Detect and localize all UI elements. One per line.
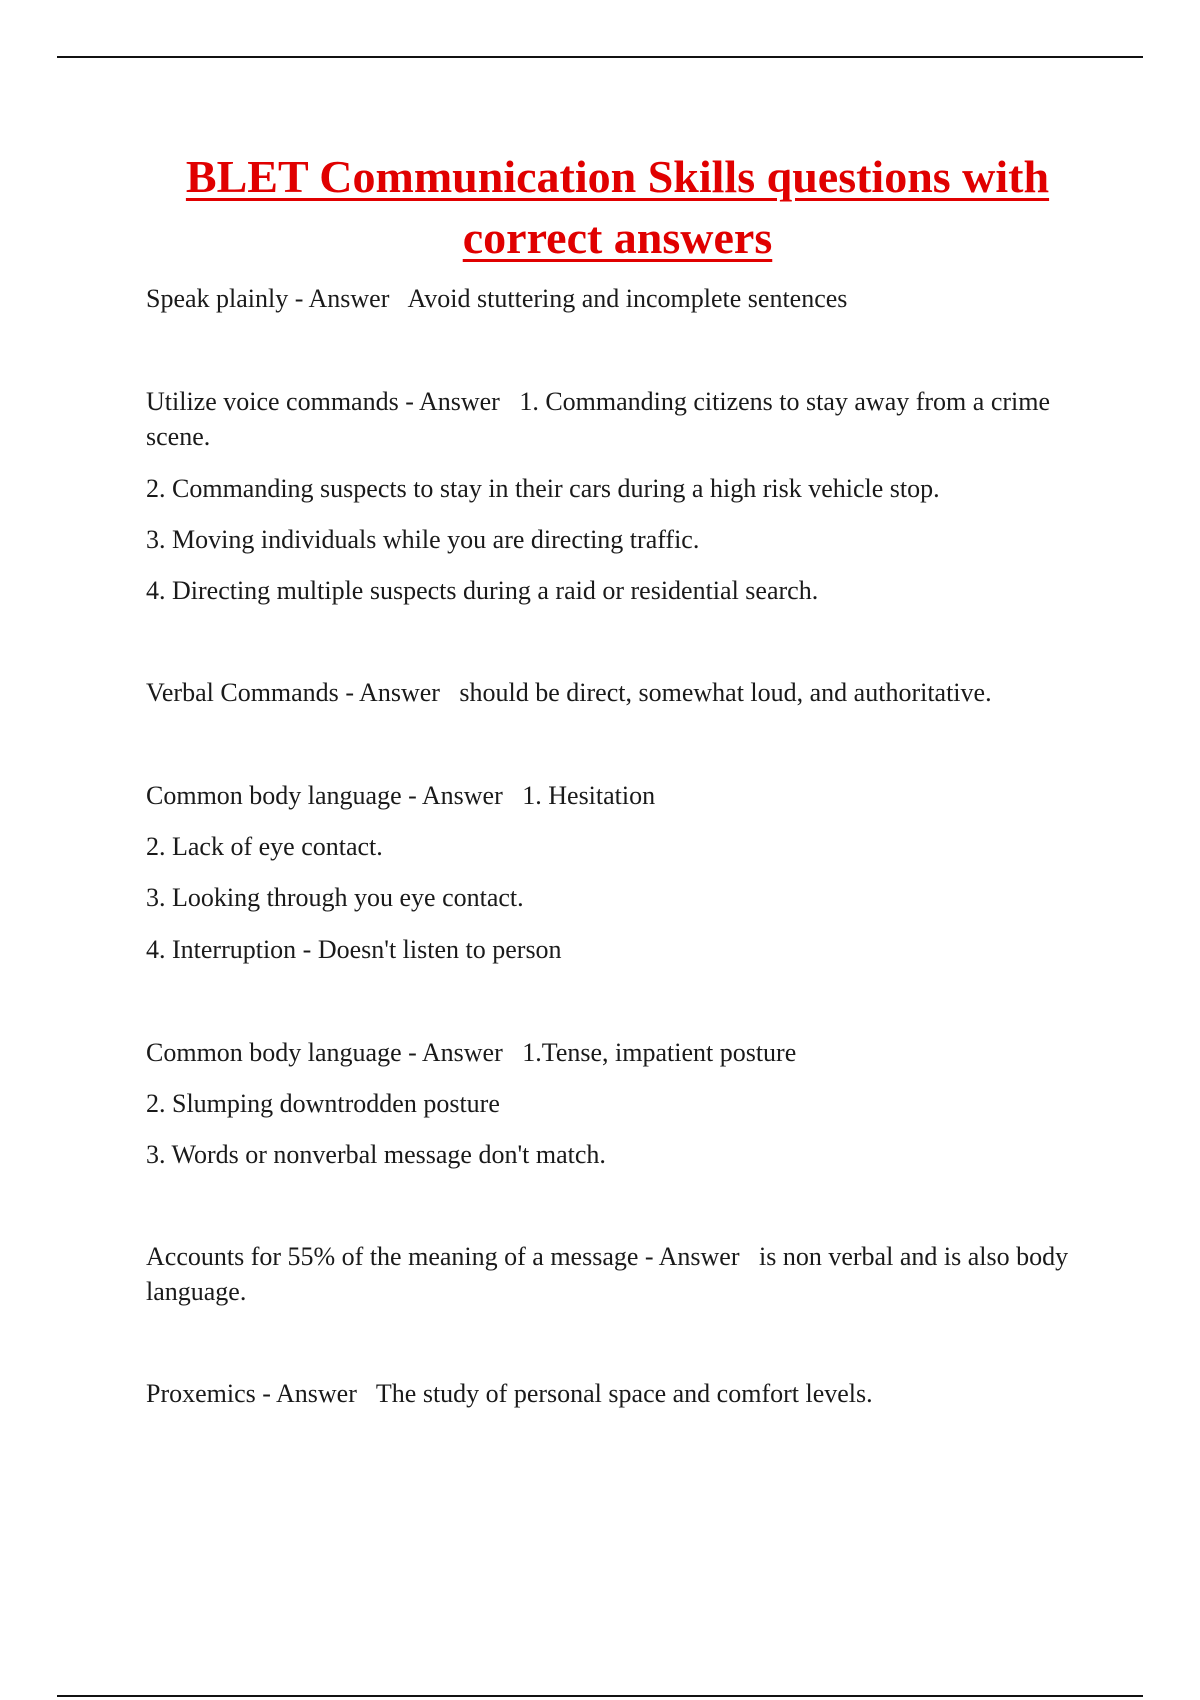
qa-answer: 1. Commanding citizens to stay away from a crime scene. [146,387,1051,451]
qa-term: Common body language [146,1038,402,1067]
qa-answer-label: Answer [421,781,503,810]
qa-term: Verbal Commands [146,678,339,707]
qa-answer: 1. Hesitation [522,781,656,810]
qa-term: Accounts for 55% of the meaning of a message [146,1242,639,1271]
qa-entry-proxemics: Proxemics - Answer The study of personal space and comfort levels. [146,1379,873,1408]
qa-answer: Avoid stuttering and incomplete sentences [407,284,848,313]
list-item: 2. Commanding suspects to stay in their cars during a high risk vehicle stop. [146,474,940,503]
list-item: 2. Slumping downtrodden posture [146,1089,500,1118]
qa-answer-label: Answer [308,284,390,313]
qa-answer-label: Answer [276,1379,357,1408]
qa-answer-label: Answer [421,1038,503,1067]
qa-answer: 1.Tense, impatient posture [522,1038,797,1067]
qa-entry-nonverbal-55: Accounts for 55% of the meaning of a message - Answer is non verbal and is also body language. [146,1242,1069,1306]
qa-answer: The study of personal space and comfort levels. [375,1379,873,1408]
qa-term: Speak plainly [146,284,289,313]
qa-term: Utilize voice commands [146,387,399,416]
document-title: BLET Communication Skills questions with correct answers [185,151,1050,263]
qa-entry-speak-plainly: Speak plainly - Answer Avoid stuttering and incomplete sentences [146,284,848,313]
qa-answer-label: Answer [658,1242,740,1271]
qa-entry-body-language-1: Common body language - Answer 1. Hesitation [146,781,656,810]
qa-term: Proxemics [146,1379,256,1408]
list-item: 3. Moving individuals while you are directing traffic. [146,525,700,554]
qa-answer-label: Answer [359,678,440,707]
list-item: 4. Directing multiple suspects during a raid or residential search. [146,576,819,605]
qa-answer-label: Answer [418,387,500,416]
bottom-rule [57,1695,1143,1697]
qa-entry-body-language-2: Common body language - Answer 1.Tense, impatient posture [146,1038,797,1067]
list-item: 3. Looking through you eye contact. [146,883,524,912]
list-item: 4. Interruption - Doesn't listen to person [146,935,562,964]
qa-term: Common body language [146,781,402,810]
list-item: 2. Lack of eye contact. [146,832,383,861]
top-rule [57,56,1143,58]
qa-entry-voice-commands: Utilize voice commands - Answer 1. Commanding citizens to stay away from a crime scene. [146,387,1051,451]
qa-entry-verbal-commands: Verbal Commands - Answer should be direct, somewhat loud, and authoritative. [146,678,992,707]
qa-answer: should be direct, somewhat loud, and authoritative. [459,678,992,707]
list-item: 3. Words or nonverbal message don't match. [146,1140,606,1169]
qa-answer: is non verbal and is also body language. [146,1242,1069,1306]
